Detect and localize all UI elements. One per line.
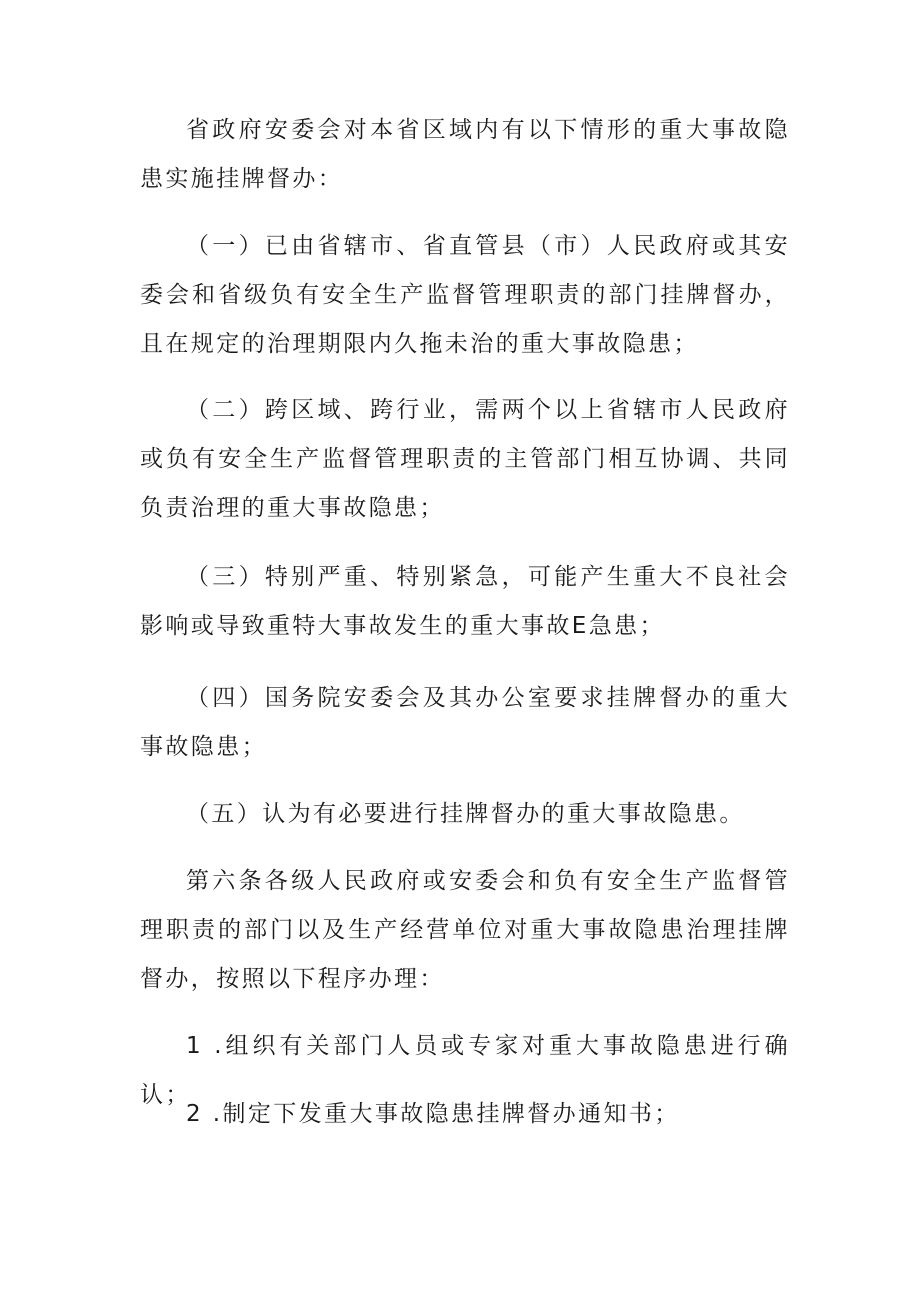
paragraph-article-6: 第六条各级人民政府或安委会和负有安全生产监督管理职责的部门以及生产经营单位对重大事故隐患治理挂牌督办，按照以下程序办理： bbox=[140, 868, 790, 992]
paragraph-item-5: （五）认为有必要进行挂牌督办的重大事故隐患。 bbox=[186, 801, 745, 827]
paragraph-item-2: （二）跨区域、跨行业，需两个以上省辖市人民政府或负有安全生产监督管理职责的主管部门相互协调、共同负责治理的重大事故隐患； bbox=[140, 397, 790, 521]
paragraph-intro: 省政府安委会对本省区域内有以下情形的重大事故隐患实施挂牌督办： bbox=[140, 117, 790, 192]
paragraph-item-3: （三）特别严重、特别紧急，可能产生重大不良社会影响或导致重特大事故发生的重大事故E急患； bbox=[140, 564, 790, 639]
paragraph-step-1: 1 .组织有关部门人员或专家对重大事故隐患进行确认； bbox=[140, 1033, 790, 1108]
paragraph-step-2: 2 .制定下发重大事故隐患挂牌督办通知书； bbox=[186, 1101, 680, 1127]
paragraph-item-1: （一）已由省辖市、省直管县（市）人民政府或其安委会和省级负有安全生产监督管理职责的部门挂牌督办，且在规定的治理期限内久拖未治的重大事故隐患； bbox=[140, 233, 790, 357]
paragraph-item-4: （四）国务院安委会及其办公室要求挂牌督办的重大事故隐患； bbox=[140, 685, 790, 760]
